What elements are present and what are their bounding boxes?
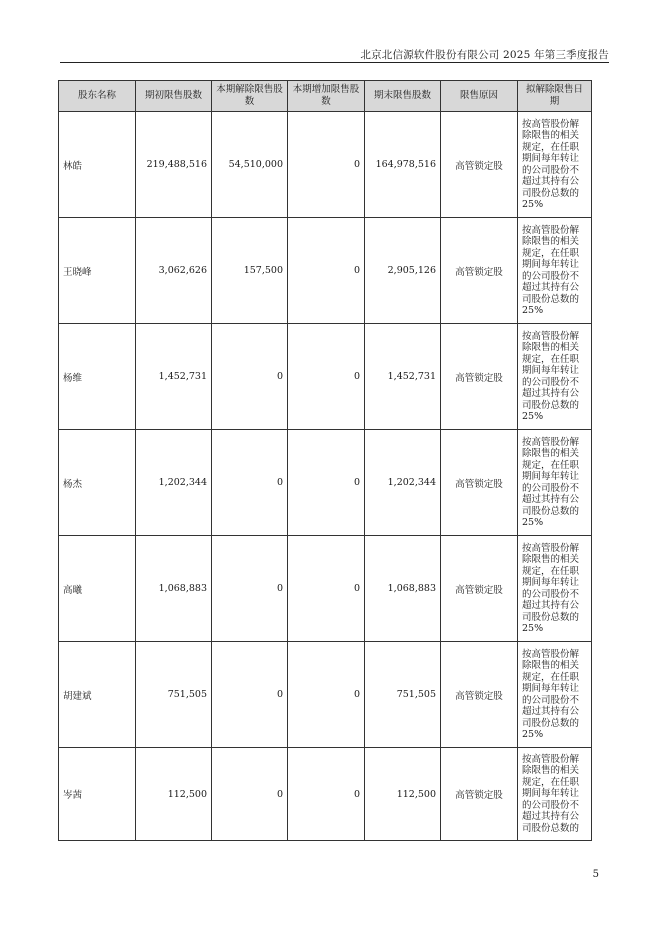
shareholder-name: 林皓 — [59, 112, 136, 218]
released-shares: 0 — [212, 642, 288, 748]
restriction-reason: 高管锁定股 — [441, 642, 518, 748]
closing-restricted-shares: 164,978,516 — [365, 112, 441, 218]
release-date-note: 按高管股份解除限售的相关规定，在任职期间每年转让的公司股份不超过其持有公司股份总数的 — [518, 748, 592, 841]
table-row — [59, 218, 592, 324]
closing-restricted-shares: 1,068,883 — [365, 536, 441, 642]
opening-restricted-shares: 1,068,883 — [136, 536, 212, 642]
opening-restricted-shares: 112,500 — [136, 748, 212, 841]
opening-restricted-shares: 1,452,731 — [136, 324, 212, 430]
closing-restricted-shares: 1,452,731 — [365, 324, 441, 430]
closing-restricted-shares: 2,905,126 — [365, 218, 441, 324]
table-row — [59, 748, 592, 841]
column-header-release-date: 拟解除限售日期 — [518, 81, 592, 112]
release-date-note: 按高管股份解除限售的相关规定，在任职期间每年转让的公司股份不超过其持有公司股份总数的25% — [518, 536, 592, 642]
restriction-reason: 高管锁定股 — [441, 324, 518, 430]
table-row — [59, 642, 592, 748]
shareholder-name: 杨维 — [59, 324, 136, 430]
table-header-row — [59, 81, 592, 112]
released-shares: 157,500 — [212, 218, 288, 324]
column-header-shareholder: 股东名称 — [59, 81, 136, 112]
released-shares: 0 — [212, 748, 288, 841]
shareholder-name: 岑茜 — [59, 748, 136, 841]
release-date-note: 按高管股份解除限售的相关规定，在任职期间每年转让的公司股份不超过其持有公司股份总数的25% — [518, 218, 592, 324]
added-shares: 0 — [288, 324, 365, 430]
closing-restricted-shares: 751,505 — [365, 642, 441, 748]
closing-restricted-shares: 1,202,344 — [365, 430, 441, 536]
shareholder-name: 王晓峰 — [59, 218, 136, 324]
release-date-note: 按高管股份解除限售的相关规定，在任职期间每年转让的公司股份不超过其持有公司股份总数的25% — [518, 642, 592, 748]
added-shares: 0 — [288, 642, 365, 748]
shareholder-name: 高曦 — [59, 536, 136, 642]
release-date-note: 按高管股份解除限售的相关规定，在任职期间每年转让的公司股份不超过其持有公司股份总数的25% — [518, 430, 592, 536]
shareholder-name: 杨杰 — [59, 430, 136, 536]
table-row — [59, 324, 592, 430]
opening-restricted-shares: 3,062,626 — [136, 218, 212, 324]
column-header-added: 本期增加限售股数 — [288, 81, 365, 112]
header-divider — [60, 62, 609, 63]
released-shares: 0 — [212, 324, 288, 430]
table-row — [59, 536, 592, 642]
restriction-reason: 高管锁定股 — [441, 748, 518, 841]
column-header-reason: 限售原因 — [441, 81, 518, 112]
added-shares: 0 — [288, 748, 365, 841]
closing-restricted-shares: 112,500 — [365, 748, 441, 841]
opening-restricted-shares: 219,488,516 — [136, 112, 212, 218]
opening-restricted-shares: 751,505 — [136, 642, 212, 748]
added-shares: 0 — [288, 536, 365, 642]
restriction-reason: 高管锁定股 — [441, 430, 518, 536]
report-header: 北京北信源软件股份有限公司 2025 年第三季度报告 — [360, 49, 609, 61]
opening-restricted-shares: 1,202,344 — [136, 430, 212, 536]
column-header-opening-restricted: 期初限售股数 — [136, 81, 212, 112]
table-row — [59, 112, 592, 218]
column-header-closing-restricted: 期末限售股数 — [365, 81, 441, 112]
page-number: 5 — [592, 869, 599, 880]
restriction-reason: 高管锁定股 — [441, 536, 518, 642]
released-shares: 0 — [212, 536, 288, 642]
added-shares: 0 — [288, 430, 365, 536]
restriction-reason: 高管锁定股 — [441, 112, 518, 218]
release-date-note: 按高管股份解除限售的相关规定，在任职期间每年转让的公司股份不超过其持有公司股份总数的25% — [518, 324, 592, 430]
added-shares: 0 — [288, 218, 365, 324]
added-shares: 0 — [288, 112, 365, 218]
released-shares: 0 — [212, 430, 288, 536]
restriction-reason: 高管锁定股 — [441, 218, 518, 324]
release-date-note: 按高管股份解除限售的相关规定，在任职期间每年转让的公司股份不超过其持有公司股份总数的25% — [518, 112, 592, 218]
table-row — [59, 430, 592, 536]
restricted-shares-table — [58, 80, 592, 841]
column-header-released: 本期解除限售股数 — [212, 81, 288, 112]
shareholder-name: 胡建斌 — [59, 642, 136, 748]
released-shares: 54,510,000 — [212, 112, 288, 218]
